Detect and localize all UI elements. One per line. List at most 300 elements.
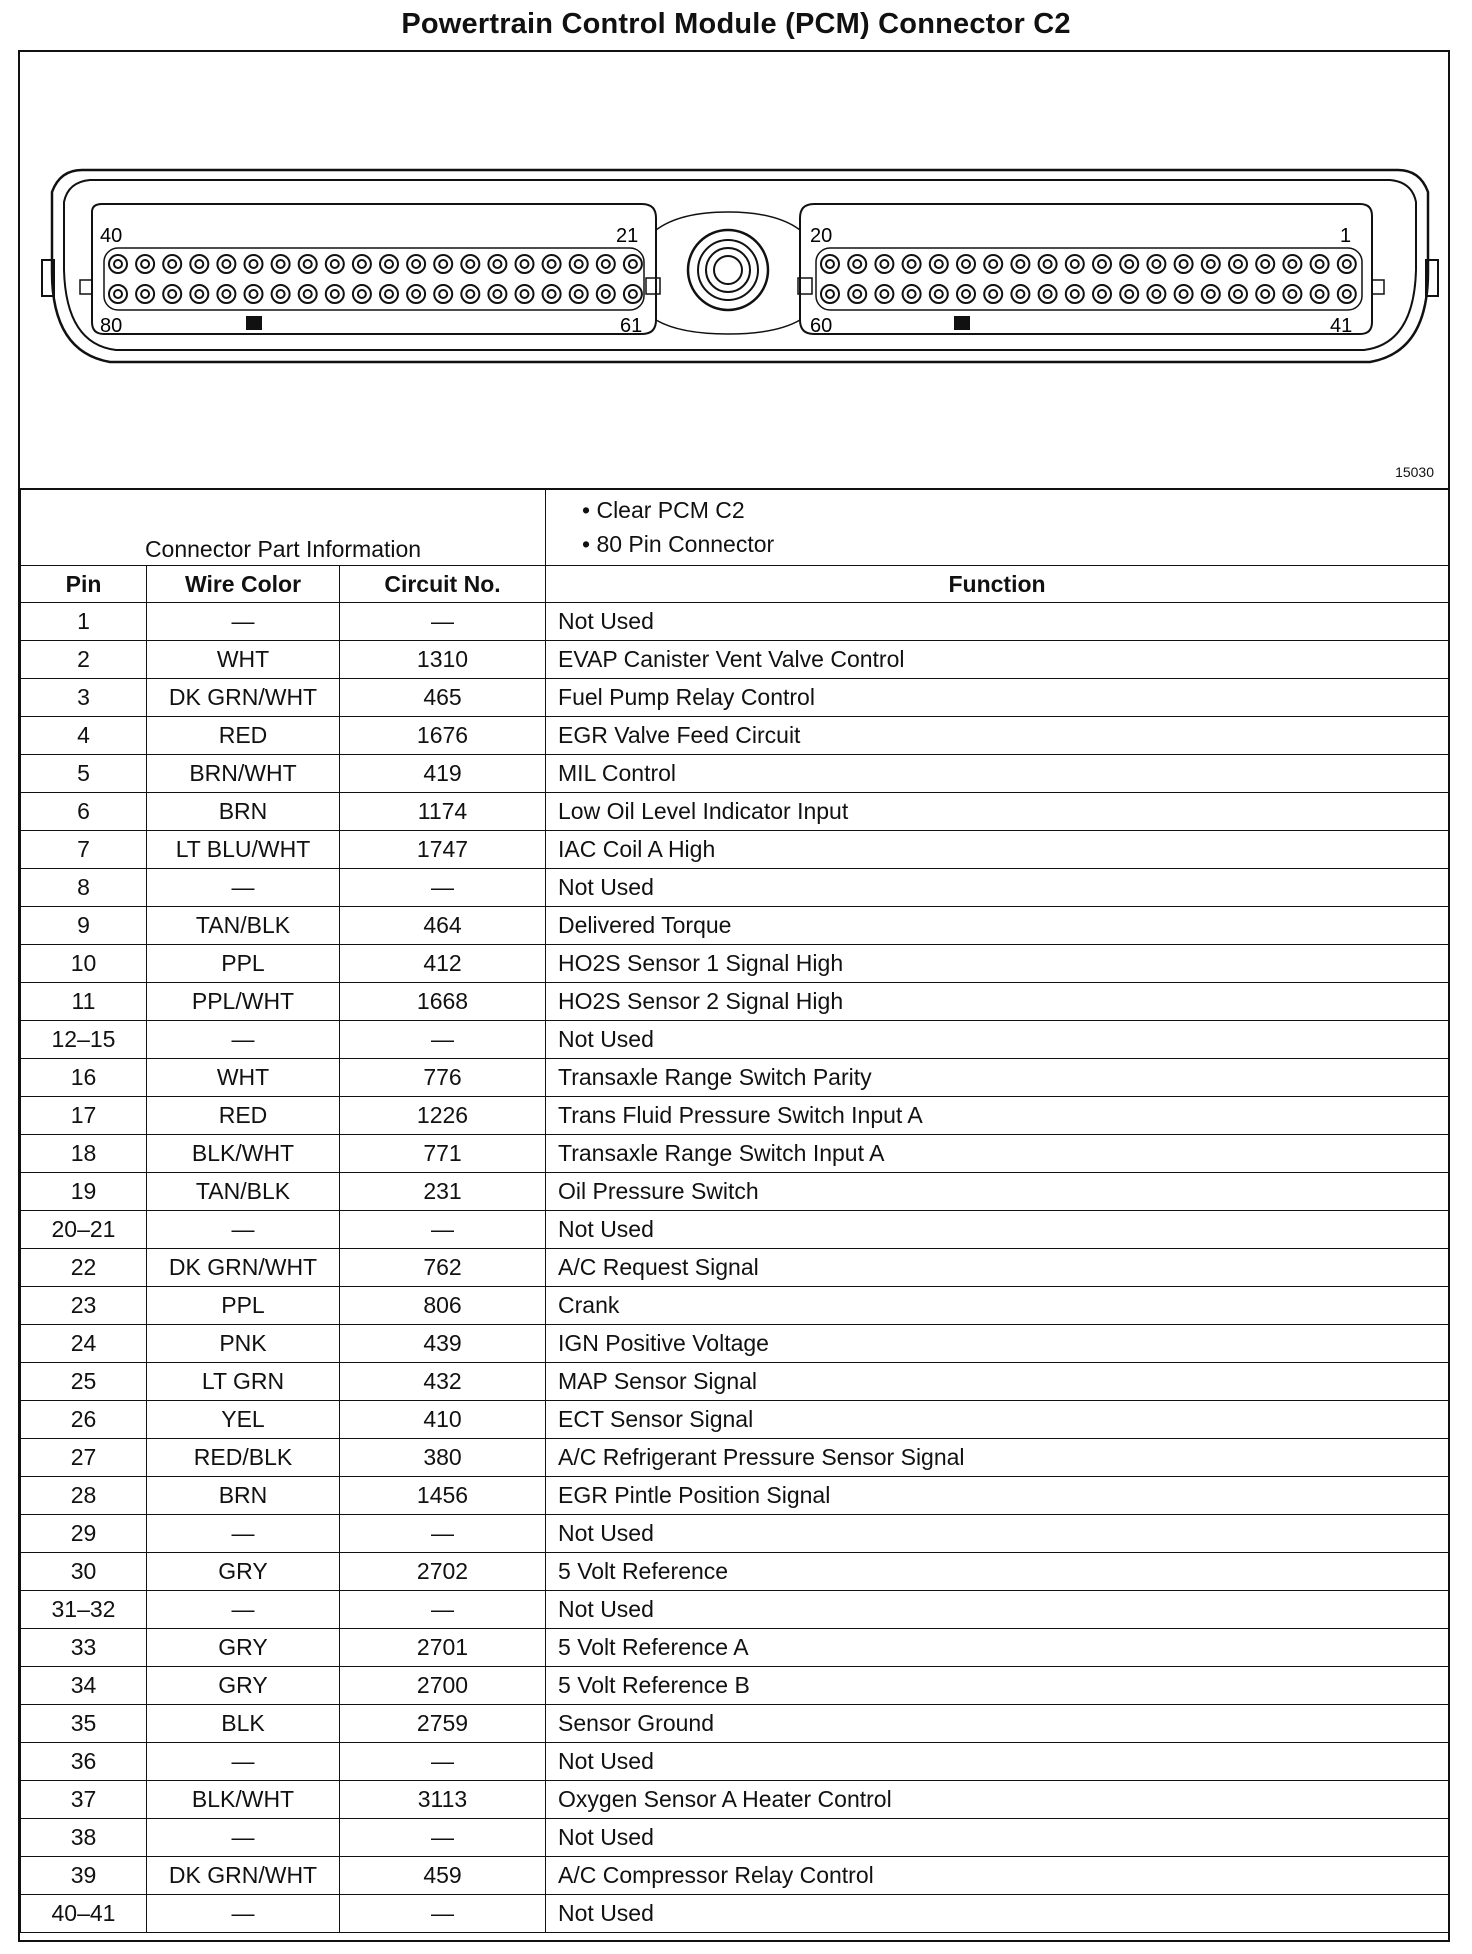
table-row [21, 1743, 1449, 1781]
pin-label-21: 21 [616, 225, 639, 247]
left-top-pin-contact [385, 260, 393, 268]
pin-cell: 37 [21, 1781, 147, 1819]
circuit-cell: 412 [340, 945, 546, 983]
function-cell: ECT Sensor Signal [546, 1401, 1449, 1439]
left-bottom-pin-socket [190, 285, 208, 303]
right-top-pin-contact [1152, 260, 1160, 268]
right-top-pin-socket [1011, 255, 1029, 273]
pin-label-41: 41 [1330, 315, 1353, 337]
center-bolt-ring-inner [706, 248, 750, 292]
wire-color-cell: — [147, 1211, 340, 1249]
left-top-pin-contact [439, 260, 447, 268]
right-top-pin-socket [1256, 255, 1274, 273]
left-bottom-pin-contact [141, 290, 149, 298]
wire-color-cell: BLK/WHT [147, 1135, 340, 1173]
left-top-pin-socket [190, 255, 208, 273]
table-row [21, 869, 1449, 907]
right-top-pin-socket [1175, 255, 1193, 273]
wire-color-cell: GRY [147, 1667, 340, 1705]
column-header-circuit: Circuit No. [340, 566, 546, 603]
right-top-pin-socket [1338, 255, 1356, 273]
circuit-cell: 464 [340, 907, 546, 945]
left-bottom-pin-contact [168, 290, 176, 298]
part-info-row [21, 489, 1449, 566]
left-bottom-pin-contact [412, 290, 420, 298]
right-top-pin-contact [1071, 260, 1079, 268]
pin-cell: 29 [21, 1515, 147, 1553]
circuit-cell: 432 [340, 1363, 546, 1401]
wire-color-cell: RED/BLK [147, 1439, 340, 1477]
pin-cell: 1 [21, 603, 147, 641]
right-bottom-pin-contact [1343, 290, 1351, 298]
left-bottom-pin-contact [629, 290, 637, 298]
right-top-pin-contact [1207, 260, 1215, 268]
circuit-cell: 380 [340, 1439, 546, 1477]
left-bottom-pin-contact [385, 290, 393, 298]
circuit-cell: 419 [340, 755, 546, 793]
right-bottom-pin-contact [1098, 290, 1106, 298]
function-cell: Not Used [546, 603, 1449, 641]
function-cell: MAP Sensor Signal [546, 1363, 1449, 1401]
right-top-pin-socket [821, 255, 839, 273]
circuit-cell: 3113 [340, 1781, 546, 1819]
right-top-pin-contact [826, 260, 834, 268]
function-cell: 5 Volt Reference B [546, 1667, 1449, 1705]
right-top-pin-contact [1261, 260, 1269, 268]
function-cell: Not Used [546, 1743, 1449, 1781]
pin-cell: 23 [21, 1287, 147, 1325]
part-info-bullets [546, 489, 1449, 566]
wire-color-cell: DK GRN/WHT [147, 679, 340, 717]
page-title: Powertrain Control Module (PCM) Connector C2 [401, 8, 1071, 40]
left-top-pin-socket [217, 255, 235, 273]
part-info-bullet-2: • 80 Pin Connector [582, 531, 775, 557]
pin-cell: 26 [21, 1401, 147, 1439]
right-pin-field [816, 248, 1362, 310]
function-cell: Not Used [546, 1895, 1449, 1933]
right-top-pin-contact [1343, 260, 1351, 268]
pin-cell: 28 [21, 1477, 147, 1515]
right-top-pin-socket [1202, 255, 1220, 273]
pin-cell: 38 [21, 1819, 147, 1857]
pin-cell: 11 [21, 983, 147, 1021]
left-bottom-pin-socket [163, 285, 181, 303]
right-bottom-pin-socket [848, 285, 866, 303]
wire-color-cell: — [147, 1743, 340, 1781]
right-bottom-pin-contact [1016, 290, 1024, 298]
left-top-pin-contact [250, 260, 258, 268]
function-cell: Low Oil Level Indicator Input [546, 793, 1449, 831]
wire-color-cell: DK GRN/WHT [147, 1249, 340, 1287]
left-bottom-pin-socket [217, 285, 235, 303]
left-bottom-pin-contact [250, 290, 258, 298]
center-bolt-outer [688, 230, 768, 310]
pin-cell: 7 [21, 831, 147, 869]
left-top-pin-socket [434, 255, 452, 273]
circuit-cell: 2701 [340, 1629, 546, 1667]
circuit-cell: 1676 [340, 717, 546, 755]
right-top-pin-contact [880, 260, 888, 268]
left-bottom-pin-contact [358, 290, 366, 298]
left-top-pin-socket [461, 255, 479, 273]
right-top-pin-contact [1044, 260, 1052, 268]
left-top-pin-contact [412, 260, 420, 268]
circuit-cell: 410 [340, 1401, 546, 1439]
function-cell: Delivered Torque [546, 907, 1449, 945]
wire-color-cell: TAN/BLK [147, 1173, 340, 1211]
wire-color-cell: WHT [147, 641, 340, 679]
pin-cell: 36 [21, 1743, 147, 1781]
pin-cell: 19 [21, 1173, 147, 1211]
pin-cell: 4 [21, 717, 147, 755]
circuit-cell: 1310 [340, 641, 546, 679]
wire-color-cell: PPL [147, 1287, 340, 1325]
pin-cell: 22 [21, 1249, 147, 1287]
left-top-pin-contact [358, 260, 366, 268]
right-bottom-pin-socket [1120, 285, 1138, 303]
table-row [21, 1629, 1449, 1667]
pin-cell: 31–32 [21, 1591, 147, 1629]
circuit-cell: 2702 [340, 1553, 546, 1591]
wire-color-cell: LT BLU/WHT [147, 831, 340, 869]
circuit-cell: 1456 [340, 1477, 546, 1515]
function-cell: A/C Compressor Relay Control [546, 1857, 1449, 1895]
table-row [21, 907, 1449, 945]
wire-color-cell: YEL [147, 1401, 340, 1439]
circuit-cell: — [340, 1743, 546, 1781]
left-bottom-pin-socket [407, 285, 425, 303]
pin-label-1: 1 [1340, 225, 1352, 247]
right-bottom-pin-socket [1338, 285, 1356, 303]
right-bottom-pin-contact [1207, 290, 1215, 298]
table-row [21, 1895, 1449, 1933]
left-bottom-pin-contact [466, 290, 474, 298]
left-bottom-pin-contact [195, 290, 203, 298]
wire-color-cell: PPL [147, 945, 340, 983]
left-top-pin-socket [353, 255, 371, 273]
circuit-cell: 1226 [340, 1097, 546, 1135]
left-top-pin-socket [109, 255, 127, 273]
right-pin-cavity [800, 204, 1372, 334]
left-top-pin-socket [163, 255, 181, 273]
left-bottom-pin-contact [439, 290, 447, 298]
pin-cell: 18 [21, 1135, 147, 1173]
left-bottom-pin-contact [277, 290, 285, 298]
wire-color-cell: BLK/WHT [147, 1781, 340, 1819]
right-bottom-pin-contact [826, 290, 834, 298]
function-cell: A/C Request Signal [546, 1249, 1449, 1287]
right-top-pin-contact [935, 260, 943, 268]
center-bolt-core [714, 256, 742, 284]
right-bottom-pin-contact [1125, 290, 1133, 298]
function-cell: EVAP Canister Vent Valve Control [546, 641, 1449, 679]
right-top-pin-socket [1120, 255, 1138, 273]
pin-label-60: 60 [810, 315, 833, 337]
right-top-pin-socket [930, 255, 948, 273]
right-bottom-pin-socket [903, 285, 921, 303]
right-bottom-pin-socket [984, 285, 1002, 303]
left-top-pin-contact [222, 260, 230, 268]
pin-cell: 20–21 [21, 1211, 147, 1249]
wire-color-cell: RED [147, 717, 340, 755]
connector-diagram [20, 52, 1448, 490]
table-row [21, 1401, 1449, 1439]
table-row [21, 1515, 1449, 1553]
table-row [21, 1857, 1449, 1895]
right-top-pin-contact [1316, 260, 1324, 268]
function-cell: IAC Coil A High [546, 831, 1449, 869]
table-row [21, 1211, 1449, 1249]
left-bottom-pin-socket [597, 285, 615, 303]
function-cell: 5 Volt Reference A [546, 1629, 1449, 1667]
circuit-cell: — [340, 1819, 546, 1857]
table-row [21, 717, 1449, 755]
right-bottom-pin-socket [1147, 285, 1165, 303]
wire-color-cell: LT GRN [147, 1363, 340, 1401]
circuit-cell: 459 [340, 1857, 546, 1895]
wire-color-cell: TAN/BLK [147, 907, 340, 945]
wire-color-cell: GRY [147, 1553, 340, 1591]
right-bottom-pin-socket [1311, 285, 1329, 303]
table-row [21, 1667, 1449, 1705]
wire-color-cell: — [147, 603, 340, 641]
table-row [21, 1249, 1449, 1287]
pin-cell: 10 [21, 945, 147, 983]
left-bottom-pin-socket [353, 285, 371, 303]
right-bottom-pin-socket [821, 285, 839, 303]
right-bottom-pin-socket [1202, 285, 1220, 303]
table-row [21, 679, 1449, 717]
right-top-pin-contact [1125, 260, 1133, 268]
right-top-pin-contact [1098, 260, 1106, 268]
function-cell: Transaxle Range Switch Input A [546, 1135, 1449, 1173]
left-bottom-pin-socket [461, 285, 479, 303]
left-top-pin-socket [543, 255, 561, 273]
pin-label-40: 40 [100, 225, 123, 247]
right-top-pin-contact [1234, 260, 1242, 268]
left-bottom-pin-socket [434, 285, 452, 303]
left-top-pin-contact [521, 260, 529, 268]
left-top-pin-socket [407, 255, 425, 273]
pin-cell: 5 [21, 755, 147, 793]
right-bottom-pin-socket [930, 285, 948, 303]
right-top-pin-contact [1016, 260, 1024, 268]
function-cell: HO2S Sensor 2 Signal High [546, 983, 1449, 1021]
right-bottom-pin-contact [853, 290, 861, 298]
pin-cell: 33 [21, 1629, 147, 1667]
table-row [21, 1021, 1449, 1059]
left-bottom-pin-socket [543, 285, 561, 303]
pin-cell: 9 [21, 907, 147, 945]
table-row [21, 1173, 1449, 1211]
right-bottom-pin-contact [1044, 290, 1052, 298]
wire-color-cell: DK GRN/WHT [147, 1857, 340, 1895]
table-row [21, 1439, 1449, 1477]
left-top-pin-socket [245, 255, 263, 273]
right-top-pin-socket [1093, 255, 1111, 273]
left-pin-field [104, 248, 644, 310]
left-bottom-pin-socket [272, 285, 290, 303]
right-bottom-pin-socket [1283, 285, 1301, 303]
function-cell: Not Used [546, 1211, 1449, 1249]
wire-color-cell: PNK [147, 1325, 340, 1363]
right-bottom-pin-socket [957, 285, 975, 303]
right-bottom-pin-contact [962, 290, 970, 298]
right-bottom-pin-contact [935, 290, 943, 298]
pin-label-20: 20 [810, 225, 833, 247]
right-bottom-pin-contact [1152, 290, 1160, 298]
table-row [21, 1363, 1449, 1401]
right-bottom-pin-contact [1234, 290, 1242, 298]
function-cell: Not Used [546, 1021, 1449, 1059]
left-bottom-pin-contact [602, 290, 610, 298]
right-bottom-pin-contact [880, 290, 888, 298]
table-row [21, 1591, 1449, 1629]
right-top-pin-socket [1039, 255, 1057, 273]
left-bottom-pin-contact [304, 290, 312, 298]
function-cell: Trans Fluid Pressure Switch Input A [546, 1097, 1449, 1135]
left-bottom-pin-socket [488, 285, 506, 303]
left-bottom-pin-contact [114, 290, 122, 298]
pin-cell: 35 [21, 1705, 147, 1743]
pin-grid [109, 255, 1356, 303]
right-bottom-pin-contact [1288, 290, 1296, 298]
left-bottom-pin-contact [521, 290, 529, 298]
right-top-pin-socket [1283, 255, 1301, 273]
right-top-pin-contact [989, 260, 997, 268]
right-top-pin-socket [903, 255, 921, 273]
table-header-row [21, 566, 1449, 603]
right-top-pin-contact [908, 260, 916, 268]
right-top-pin-socket [984, 255, 1002, 273]
right-bottom-pin-contact [1261, 290, 1269, 298]
right-bottom-pin-contact [1180, 290, 1188, 298]
table-row [21, 1135, 1449, 1173]
circuit-cell: — [340, 603, 546, 641]
table-row [21, 1059, 1449, 1097]
table-row [21, 1553, 1449, 1591]
function-cell: Not Used [546, 1515, 1449, 1553]
wire-color-cell: — [147, 1021, 340, 1059]
left-bottom-pin-contact [548, 290, 556, 298]
left-polarization-mark [246, 316, 262, 330]
left-top-pin-socket [326, 255, 344, 273]
function-cell: Not Used [546, 1591, 1449, 1629]
left-bottom-pin-socket [136, 285, 154, 303]
function-cell: EGR Valve Feed Circuit [546, 717, 1449, 755]
function-cell: Transaxle Range Switch Parity [546, 1059, 1449, 1097]
function-cell: IGN Positive Voltage [546, 1325, 1449, 1363]
left-top-pin-contact [493, 260, 501, 268]
pin-cell: 27 [21, 1439, 147, 1477]
right-bottom-pin-socket [1066, 285, 1084, 303]
left-top-pin-socket [380, 255, 398, 273]
wire-color-cell: PPL/WHT [147, 983, 340, 1021]
circuit-cell: 465 [340, 679, 546, 717]
circuit-cell: 1174 [340, 793, 546, 831]
function-cell: A/C Refrigerant Pressure Sensor Signal [546, 1439, 1449, 1477]
wire-color-cell: — [147, 1895, 340, 1933]
left-top-pin-socket [597, 255, 615, 273]
right-top-pin-contact [853, 260, 861, 268]
left-bottom-pin-socket [245, 285, 263, 303]
function-cell: Oil Pressure Switch [546, 1173, 1449, 1211]
left-top-pin-contact [168, 260, 176, 268]
connector-face-drawing [20, 52, 1448, 488]
circuit-cell: 762 [340, 1249, 546, 1287]
circuit-cell: — [340, 1211, 546, 1249]
wire-color-cell: RED [147, 1097, 340, 1135]
right-bottom-pin-socket [1229, 285, 1247, 303]
pin-cell: 25 [21, 1363, 147, 1401]
circuit-cell: — [340, 1515, 546, 1553]
left-bottom-pin-socket [516, 285, 534, 303]
pin-label-80: 80 [100, 315, 123, 337]
pin-cell: 12–15 [21, 1021, 147, 1059]
pin-cell: 40–41 [21, 1895, 147, 1933]
left-top-pin-socket [136, 255, 154, 273]
left-bottom-pin-socket [109, 285, 127, 303]
circuit-cell: 1668 [340, 983, 546, 1021]
right-bottom-pin-socket [1011, 285, 1029, 303]
table-row [21, 1781, 1449, 1819]
circuit-cell: 439 [340, 1325, 546, 1363]
circuit-cell: 771 [340, 1135, 546, 1173]
left-top-pin-socket [299, 255, 317, 273]
left-center-key [646, 278, 660, 294]
pin-label-61: 61 [620, 315, 643, 337]
left-bottom-pin-contact [493, 290, 501, 298]
circuit-cell: 231 [340, 1173, 546, 1211]
pin-cell: 16 [21, 1059, 147, 1097]
circuit-cell: 2759 [340, 1705, 546, 1743]
left-top-pin-contact [195, 260, 203, 268]
left-top-pin-contact [602, 260, 610, 268]
table-row [21, 945, 1449, 983]
table-row [21, 603, 1449, 641]
table-row [21, 1705, 1449, 1743]
wire-color-cell: — [147, 1515, 340, 1553]
column-header-pin: Pin [21, 566, 147, 603]
left-bottom-pin-socket [380, 285, 398, 303]
pinout-table [20, 488, 1449, 1933]
left-top-pin-socket [624, 255, 642, 273]
wire-color-cell: — [147, 1591, 340, 1629]
wire-color-cell: BRN [147, 1477, 340, 1515]
function-cell: Sensor Ground [546, 1705, 1449, 1743]
column-header-function: Function [546, 566, 1449, 603]
function-cell: Oxygen Sensor A Heater Control [546, 1781, 1449, 1819]
right-key-small [1372, 280, 1384, 294]
right-top-pin-contact [1288, 260, 1296, 268]
right-bottom-pin-contact [989, 290, 997, 298]
function-cell: EGR Pintle Position Signal [546, 1477, 1449, 1515]
function-cell: Not Used [546, 1819, 1449, 1857]
right-top-pin-contact [962, 260, 970, 268]
circuit-cell: — [340, 1591, 546, 1629]
left-top-pin-contact [114, 260, 122, 268]
wire-color-cell: WHT [147, 1059, 340, 1097]
wire-color-cell: GRY [147, 1629, 340, 1667]
left-top-pin-socket [516, 255, 534, 273]
right-top-pin-socket [875, 255, 893, 273]
left-bottom-pin-socket [299, 285, 317, 303]
left-bottom-pin-contact [331, 290, 339, 298]
pin-cell: 2 [21, 641, 147, 679]
function-cell: HO2S Sensor 1 Signal High [546, 945, 1449, 983]
left-top-pin-contact [141, 260, 149, 268]
pin-cell: 24 [21, 1325, 147, 1363]
